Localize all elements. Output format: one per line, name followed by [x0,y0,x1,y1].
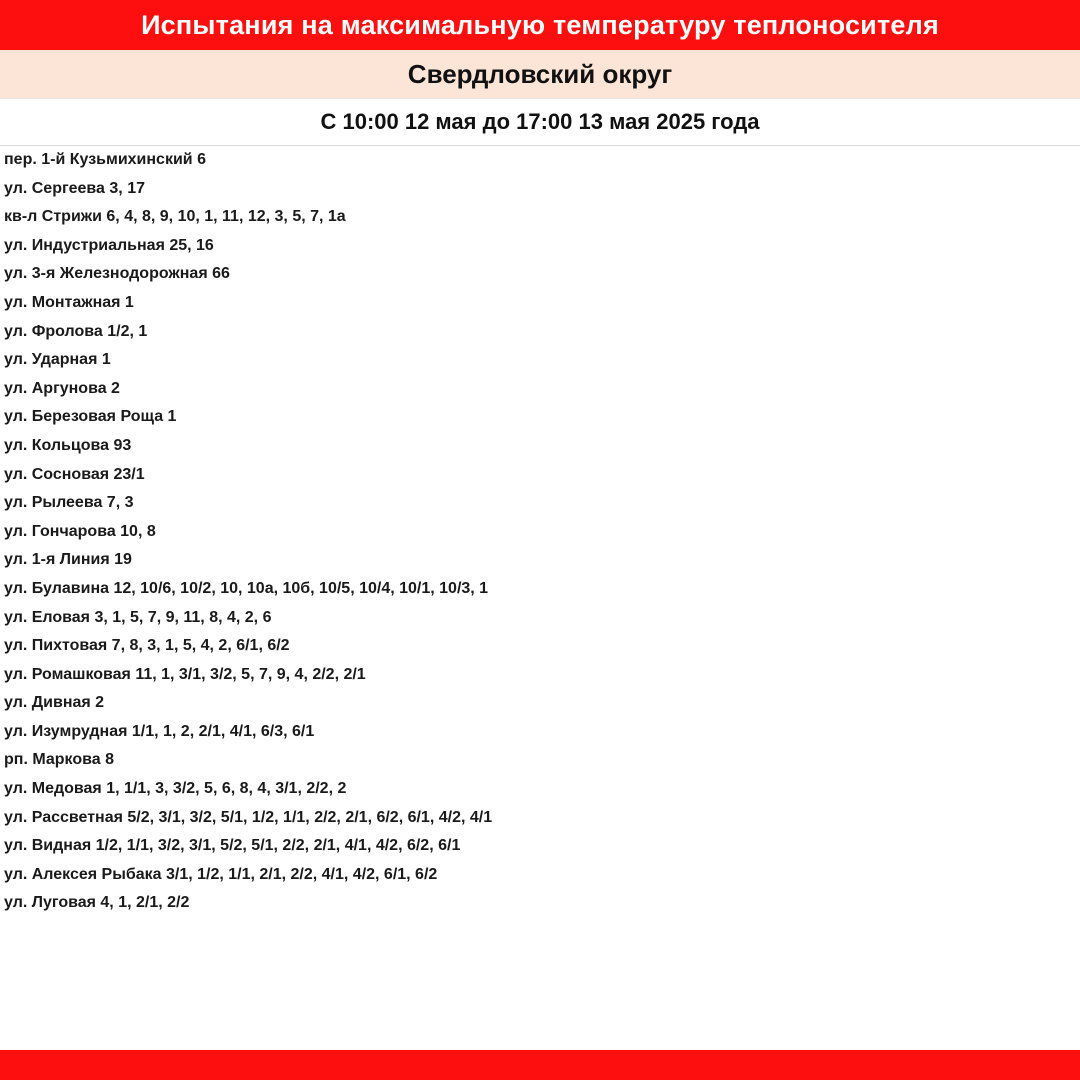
address-row: ул. Луговая 4, 1, 2/1, 2/2 [4,894,190,912]
address-row: ул. Кольцова 93 [4,436,132,454]
address-row: ул. Медовая 1, 1/1, 3, 3/2, 5, 6, 8, 4, 3/1, 2/2, 2 [4,780,347,798]
address-row: ул. Аргунова 2 [4,379,120,397]
address-row: ул. Пихтовая 7, 8, 3, 1, 5, 4, 2, 6/1, 6/2 [4,637,290,655]
address-row: ул. Рассветная 5/2, 3/1, 3/2, 5/1, 1/2, 1/1, 2/2, 2/1, 6/2, 6/1, 4/2, 4/1 [4,808,493,826]
address-row: пер. 1-й Кузьмихинский 6 [4,151,206,168]
address-row: ул. Изумрудная 1/1, 1, 2, 2/1, 4/1, 6/3, 6/1 [4,722,315,740]
district-header [0,50,1080,99]
test-period: С 10:00 12 мая до 17:00 13 мая 2025 года [320,109,760,134]
address-row: ул. Еловая 3, 1, 5, 7, 9, 11, 8, 4, 2, 6 [4,608,272,626]
address-row: ул. Видная 1/2, 1/1, 3/2, 3/1, 5/2, 5/1, 2/2, 2/1, 4/1, 4/2, 6/2, 6/1 [4,837,461,855]
address-row: ул. 3-я Железнодорожная 66 [4,265,230,283]
address-row: ул. Фролова 1/2, 1 [4,322,148,340]
address-row: ул. 1-я Линия 19 [4,551,132,569]
address-row: ул. Гончарова 10, 8 [4,522,156,540]
address-row: ул. Рылеева 7, 3 [4,494,134,512]
address-list [0,146,1080,918]
address-row: ул. Ударная 1 [4,351,111,369]
address-row: рп. Маркова 8 [4,751,114,769]
address-row: ул. Березовая Роща 1 [4,408,177,426]
address-row: ул. Ромашковая 11, 1, 3/1, 3/2, 5, 7, 9, 4, 2/2, 2/1 [4,665,366,683]
address-row: ул. Сосновая 23/1 [4,465,145,483]
address-row: ул. Дивная 2 [4,694,105,712]
district-name: Свердловский округ [407,58,673,89]
page-title-bar [0,0,1080,50]
address-row: ул. Алексея Рыбака 3/1, 1/2, 1/1, 2/1, 2/2, 4/1, 4/2, 6/1, 6/2 [4,865,438,883]
address-row: ул. Сергеева 3, 17 [4,179,145,197]
address-row: кв-л Стрижи 6, 4, 8, 9, 10, 1, 11, 12, 3, 5, 7, 1а [4,208,346,226]
period-header [0,99,1080,146]
footer-bar [0,1050,1080,1080]
page-title: Испытания на максимальную температуру теплоносителя [141,9,939,40]
address-row: ул. Булавина 12, 10/6, 10/2, 10, 10а, 10б, 10/5, 10/4, 10/1, 10/3, 1 [4,579,489,597]
address-row: ул. Монтажная 1 [4,293,134,311]
address-row: ул. Индустриальная 25, 16 [4,236,214,254]
